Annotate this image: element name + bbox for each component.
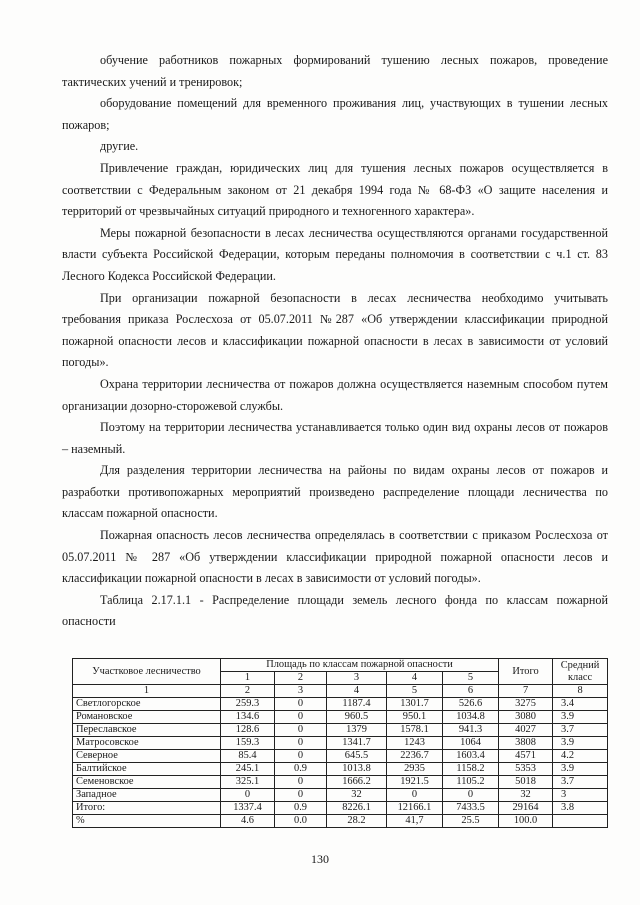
table-cell-name: Матросовское xyxy=(73,737,221,750)
table-cell-c4: 2236.7 xyxy=(387,750,443,763)
table-cell-c3: 645.5 xyxy=(327,750,387,763)
table-cell-c1: 85.4 xyxy=(221,750,275,763)
table-row xyxy=(73,737,608,750)
table-cell-c2: 0.9 xyxy=(275,763,327,776)
fire-hazard-table xyxy=(72,658,608,828)
column-number-3: 3 xyxy=(275,685,327,698)
table-cell-c5: 1034.8 xyxy=(443,711,499,724)
table-cell-avg: 3.8 xyxy=(553,802,608,815)
table-caption: Таблица 2.17.1.1 - Распределение площади земель лесного фонда по классам пожарной опасности xyxy=(62,592,608,629)
paragraph-other: другие. xyxy=(100,139,139,154)
header-average-class: Средний класс xyxy=(553,659,608,685)
paragraph-ground: Поэтому на территории лесничества устанавливается только один вид охраны лесов от пожаров – наземный. xyxy=(62,420,608,456)
table-cell-name: Северное xyxy=(73,750,221,763)
table-row xyxy=(73,698,608,711)
table-row xyxy=(73,789,608,802)
table-row xyxy=(73,802,608,815)
table-column-number-row xyxy=(73,685,608,698)
table-cell-name: % xyxy=(73,815,221,828)
table-header-row xyxy=(73,659,608,672)
table-cell-c3: 28.2 xyxy=(327,815,387,828)
table-cell-c2: 0 xyxy=(275,698,327,711)
table-cell-total: 29164 xyxy=(499,802,553,815)
table-cell-c5: 7433.5 xyxy=(443,802,499,815)
table-cell-c3: 1187.4 xyxy=(327,698,387,711)
column-number-1: 1 xyxy=(73,685,221,698)
header-forestry: Участковое лесничество xyxy=(73,659,221,685)
table-cell-c4: 2935 xyxy=(387,763,443,776)
header-area-by-class: Площадь по классам пожарной опасности xyxy=(221,659,499,672)
table-cell-c3: 1013.8 xyxy=(327,763,387,776)
table-cell-c5: 0 xyxy=(443,789,499,802)
table-cell-c1: 245.1 xyxy=(221,763,275,776)
table-cell-c4: 1921.5 xyxy=(387,776,443,789)
table-cell-total: 32 xyxy=(499,789,553,802)
table-cell-c2: 0.0 xyxy=(275,815,327,828)
table-cell-c5: 1603.4 xyxy=(443,750,499,763)
table-cell-c3: 8226.1 xyxy=(327,802,387,815)
table-cell-c4: 1301.7 xyxy=(387,698,443,711)
table-row xyxy=(73,763,608,776)
header-class-5: 5 xyxy=(443,672,499,685)
table-cell-c2: 0 xyxy=(275,711,327,724)
table-cell-total: 4571 xyxy=(499,750,553,763)
table-cell-c2: 0.9 xyxy=(275,802,327,815)
table-cell-total: 3808 xyxy=(499,737,553,750)
table-cell-avg: 3.9 xyxy=(553,737,608,750)
paragraph-distribution: Для разделения территории лесничества на районы по видам охраны лесов от пожаров и разработки противопожарных мероприятий произведено распределение площади лесничества по классам пожарной опасности. xyxy=(62,463,608,521)
table-cell-avg: 3.7 xyxy=(553,776,608,789)
table-row xyxy=(73,750,608,763)
table-cell-name: Семеновское xyxy=(73,776,221,789)
table-cell-c1: 159.3 xyxy=(221,737,275,750)
table-cell-c5: 941.3 xyxy=(443,724,499,737)
column-number-5: 5 xyxy=(387,685,443,698)
table-cell-avg xyxy=(553,815,608,828)
paragraph-order: При организации пожарной безопасности в лесах лесничества необходимо учитывать требования приказа Рослесхоза от 05.07.2011 №287 «Об утверждении классификации природной пожарной опасности лесов и классификации пожарной опасности в лесах в зависимости от условий погоды». xyxy=(62,290,608,370)
table-cell-c2: 0 xyxy=(275,724,327,737)
table-cell-total: 3275 xyxy=(499,698,553,711)
table-body xyxy=(73,698,608,828)
header-total: Итого xyxy=(499,659,553,685)
table-cell-c1: 259.3 xyxy=(221,698,275,711)
table-cell-c1: 1337.4 xyxy=(221,802,275,815)
table-row xyxy=(73,776,608,789)
column-number-2: 2 xyxy=(221,685,275,698)
table-cell-c4: 0 xyxy=(387,789,443,802)
table-cell-c2: 0 xyxy=(275,737,327,750)
table-row xyxy=(73,815,608,828)
table-cell-c3: 1379 xyxy=(327,724,387,737)
table-cell-avg: 3.7 xyxy=(553,724,608,737)
table-cell-c3: 1341.7 xyxy=(327,737,387,750)
table-cell-total: 5353 xyxy=(499,763,553,776)
column-number-7: 7 xyxy=(499,685,553,698)
paragraph-training: обучение работников пожарных формирований тушению лесных пожаров, проведение тактических учений и тренировок; xyxy=(62,53,608,89)
table-cell-c4: 1578.1 xyxy=(387,724,443,737)
paragraph-hazard: Пожарная опасность лесов лесничества определялась в соответствии с приказом Рослесхоза от 05.07.2011 № 287 «Об утверждении классификации природной пожарной опасности лесов и классификации пожарной опасности в лесах в зависимости от условий погоды». xyxy=(62,528,608,586)
table-cell-c5: 25.5 xyxy=(443,815,499,828)
body-text xyxy=(62,50,608,633)
paragraph-measures: Меры пожарной безопасности в лесах лесничества осуществляются органами государственной власти субъекта Российской Федерации, которым переданы полномочия в соответствии с ч.1 ст. 83 Лесного Кодекса Российской Федерации. xyxy=(62,225,608,283)
table-cell-name: Романовское xyxy=(73,711,221,724)
table-cell-c1: 0 xyxy=(221,789,275,802)
table-cell-name: Западное xyxy=(73,789,221,802)
table-cell-c2: 0 xyxy=(275,789,327,802)
table-cell-name: Балтийское xyxy=(73,763,221,776)
table-cell-avg: 4.2 xyxy=(553,750,608,763)
table-cell-name: Переславское xyxy=(73,724,221,737)
table-cell-c4: 950.1 xyxy=(387,711,443,724)
page-number: 130 xyxy=(311,852,329,866)
table-cell-total: 4027 xyxy=(499,724,553,737)
table-cell-c5: 1158.2 xyxy=(443,763,499,776)
table-cell-total: 5018 xyxy=(499,776,553,789)
table-cell-c1: 325.1 xyxy=(221,776,275,789)
header-class-3: 3 xyxy=(327,672,387,685)
table-cell-total: 3080 xyxy=(499,711,553,724)
table-cell-c2: 0 xyxy=(275,750,327,763)
header-class-2: 2 xyxy=(275,672,327,685)
table-row xyxy=(73,724,608,737)
table-cell-c5: 1064 xyxy=(443,737,499,750)
table-cell-c4: 41,7 xyxy=(387,815,443,828)
paragraph-protection: Охрана территории лесничества от пожаров должна осуществляется наземным способом путем организации дозорно-сторожевой службы. xyxy=(62,376,608,413)
table-cell-total: 100.0 xyxy=(499,815,553,828)
column-number-4: 4 xyxy=(327,685,387,698)
table-cell-c3: 960.5 xyxy=(327,711,387,724)
table-cell-avg: 3.4 xyxy=(553,698,608,711)
table-row xyxy=(73,711,608,724)
table-cell-c3: 32 xyxy=(327,789,387,802)
table-cell-avg: 3.9 xyxy=(553,711,608,724)
table-cell-c5: 1105.2 xyxy=(443,776,499,789)
table-cell-c2: 0 xyxy=(275,776,327,789)
column-number-6: 6 xyxy=(443,685,499,698)
table-cell-c1: 128.6 xyxy=(221,724,275,737)
table-cell-name: Итого: xyxy=(73,802,221,815)
table-cell-c1: 134.6 xyxy=(221,711,275,724)
paragraph-housing: оборудование помещений для временного проживания лиц, участвующих в тушении лесных пожаров; xyxy=(62,96,608,132)
table-cell-avg: 3.9 xyxy=(553,763,608,776)
table-cell-name: Светлогорское xyxy=(73,698,221,711)
paragraph-citizens: Привлечение граждан, юридических лиц для тушения лесных пожаров осуществляется в соответствии с Федеральным законом от 21 декабря 1994 года № 68-ФЗ «О защите населения и территорий от чрезвычайных ситуаций природного и техногенного характера». xyxy=(62,160,608,219)
table-cell-avg: 3 xyxy=(553,789,608,802)
table-cell-c1: 4.6 xyxy=(221,815,275,828)
table-cell-c4: 1243 xyxy=(387,737,443,750)
header-class-1: 1 xyxy=(221,672,275,685)
header-class-4: 4 xyxy=(387,672,443,685)
column-number-8: 8 xyxy=(553,685,608,698)
table-cell-c5: 526.6 xyxy=(443,698,499,711)
table-cell-c4: 12166.1 xyxy=(387,802,443,815)
table-cell-c3: 1666.2 xyxy=(327,776,387,789)
